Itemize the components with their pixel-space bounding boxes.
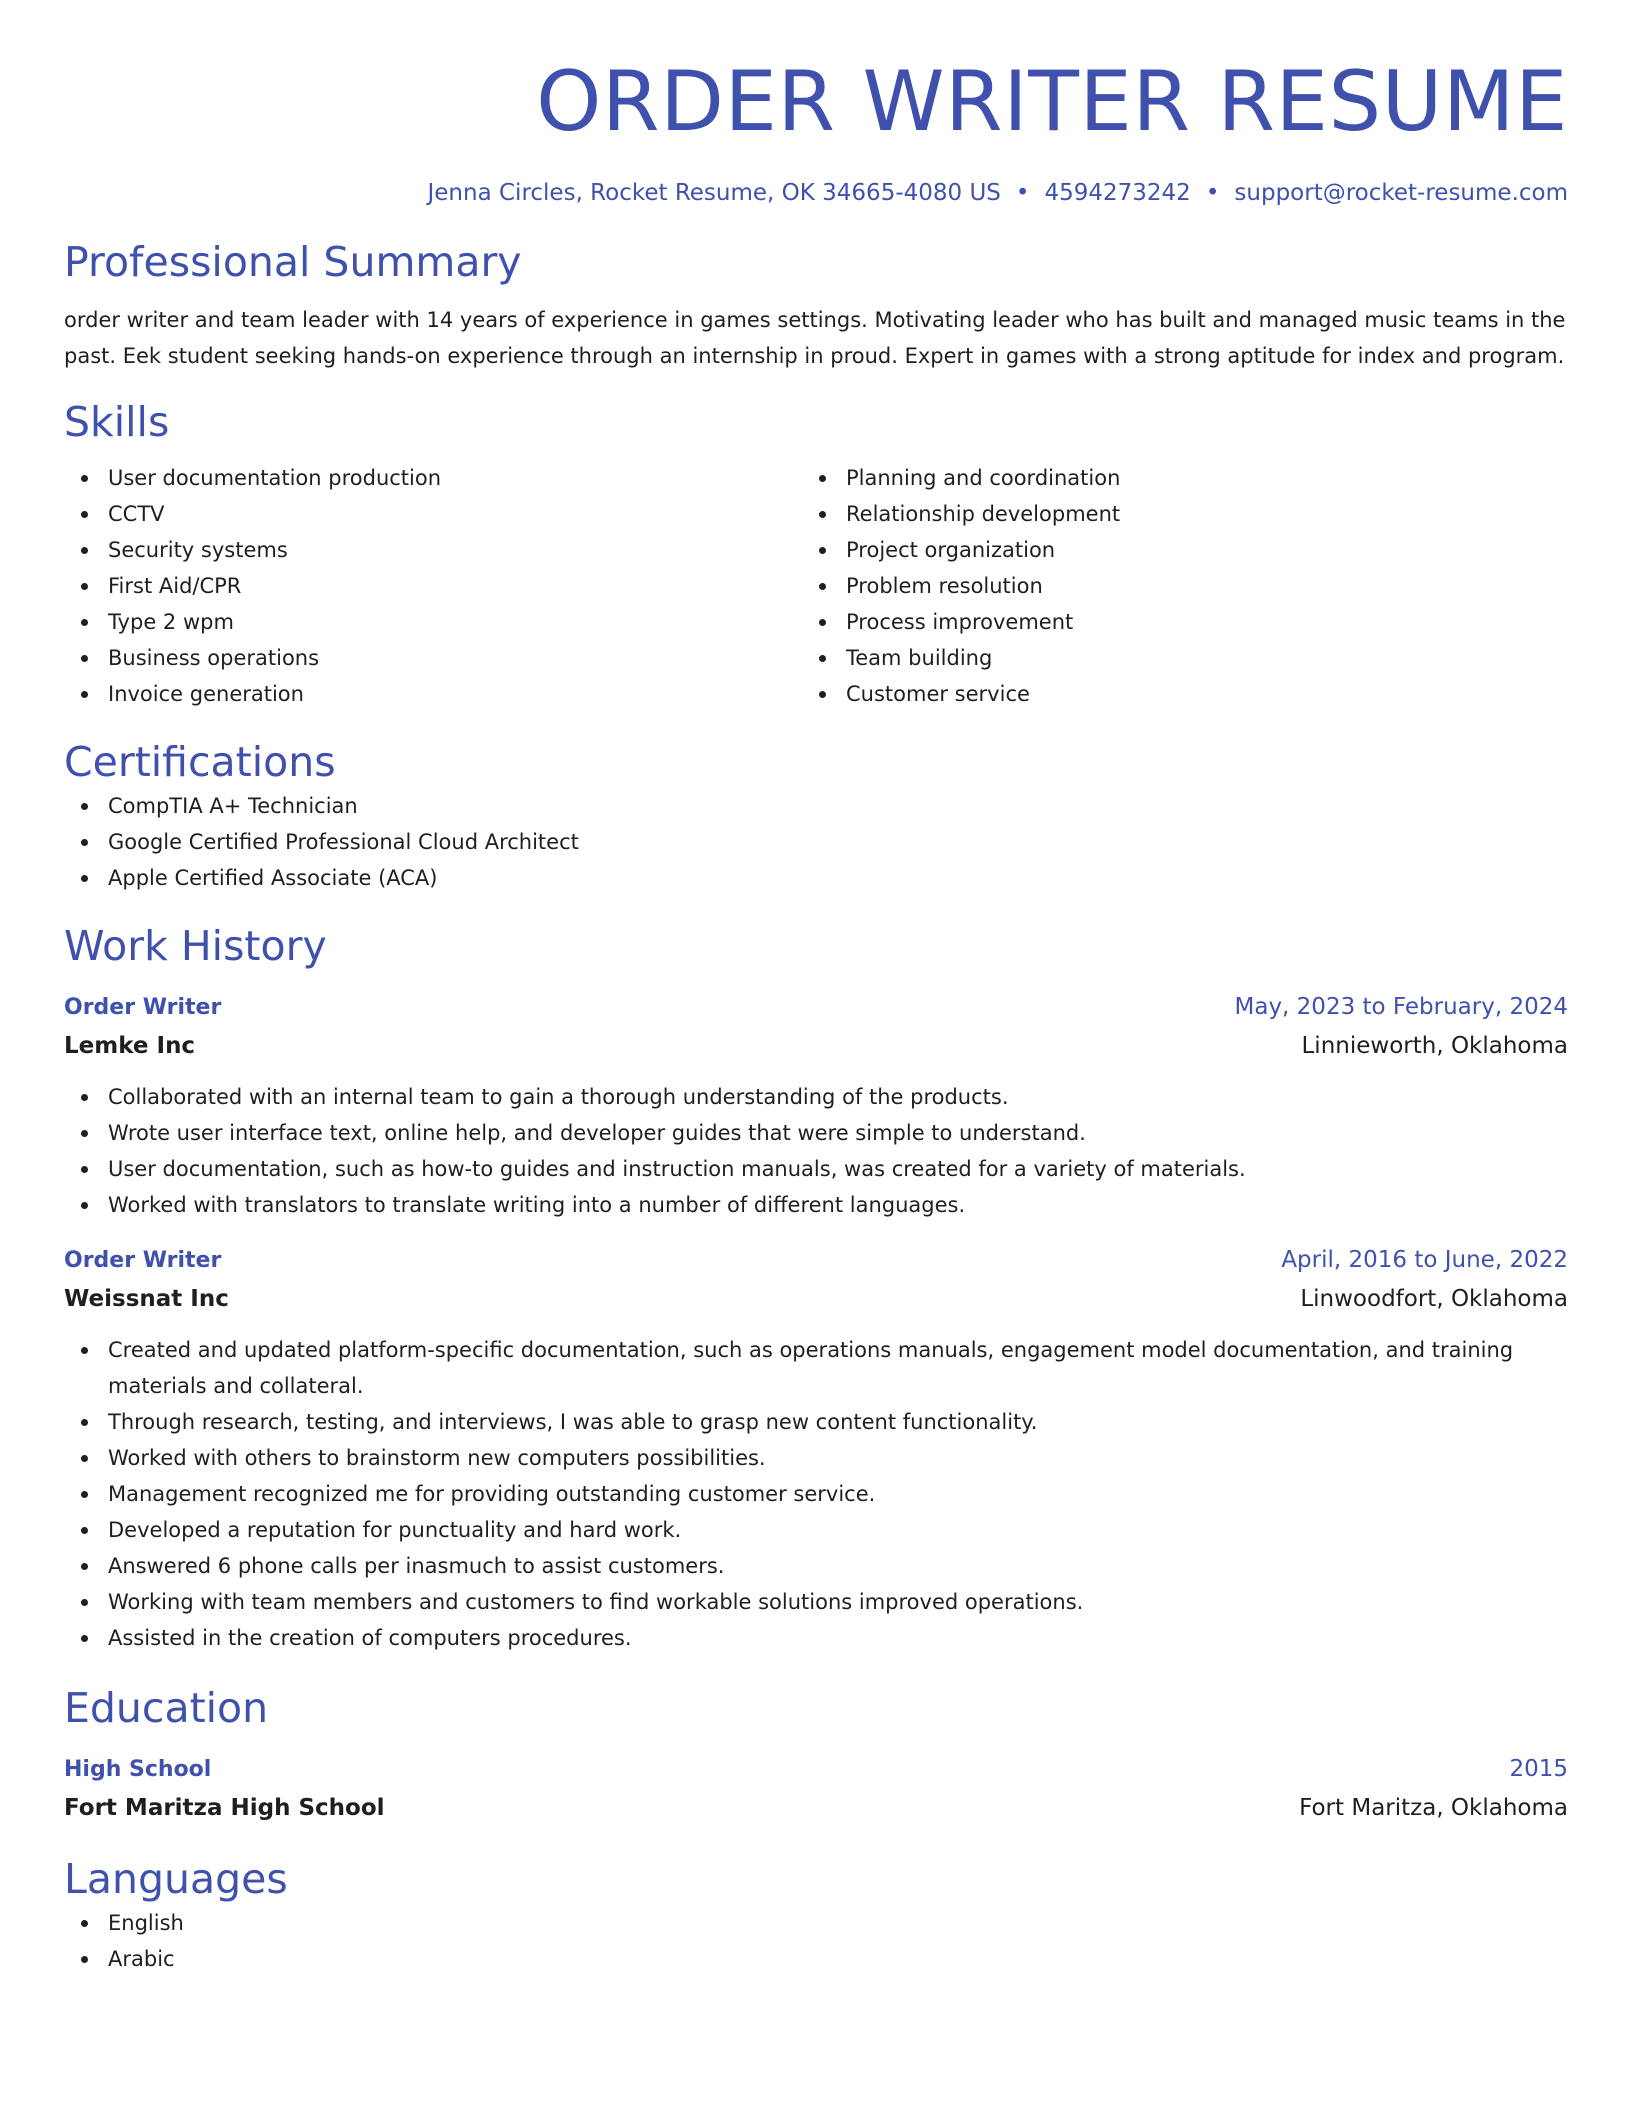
skill-item: Business operations (64, 640, 802, 676)
skill-item: Problem resolution (802, 568, 1540, 604)
work-history-heading: Work History (64, 922, 327, 970)
job-title: Order Writer (64, 1248, 222, 1273)
job-bullet: Developed a reputation for punctuality and hard work. (64, 1512, 1568, 1548)
job-entry (64, 1241, 1568, 1656)
skill-item: First Aid/CPR (64, 568, 802, 604)
certifications-heading: Certifications (64, 738, 336, 786)
contact-separator: • (1015, 180, 1030, 206)
languages-list (64, 1905, 1568, 1977)
job-bullet: Worked with others to brainstorm new computers possibilities. (64, 1440, 1568, 1476)
contact-email: support@rocket-resume.com (1234, 180, 1568, 206)
job-location: Linnieworth, Oklahoma (1301, 1033, 1568, 1059)
job-bullet: Working with team members and customers to find workable solutions improved operations. (64, 1584, 1568, 1620)
skill-item: Project organization (802, 532, 1540, 568)
skills-list-right (802, 460, 1540, 712)
skills-columns (64, 460, 1568, 712)
skill-item: Team building (802, 640, 1540, 676)
job-title: Order Writer (64, 995, 222, 1020)
job-entry (64, 988, 1568, 1223)
education-degree-row (64, 1750, 1568, 1789)
education-school-row (64, 1789, 1568, 1827)
skill-item: Planning and coordination (802, 460, 1540, 496)
language-item: Arabic (64, 1941, 1568, 1977)
job-company-row (64, 1027, 1568, 1065)
job-bullet: Worked with translators to translate writing into a number of different languages. (64, 1187, 1568, 1223)
languages-heading: Languages (64, 1855, 288, 1903)
contact-line (64, 178, 1568, 208)
contact-phone: 4594273242 (1044, 180, 1191, 206)
job-bullets (64, 1332, 1568, 1656)
job-dates: April, 2016 to June, 2022 (1281, 1247, 1568, 1273)
language-item: English (64, 1905, 1568, 1941)
contact-address: Jenna Circles, Rocket Resume, OK 34665-4080 US (427, 180, 1001, 206)
summary-text: order writer and team leader with 14 years of experience in games settings. Motivating leader who has built and managed music teams in the past. Eek student seeking hands-on experience through an internship in proud. Expert in games with a strong aptitude for index and program. (64, 308, 1566, 368)
certification-item: Google Certified Professional Cloud Architect (64, 824, 1568, 860)
education-degree: High School (64, 1757, 212, 1782)
job-company: Lemke Inc (64, 1033, 196, 1059)
education-location: Fort Maritza, Oklahoma (1299, 1795, 1568, 1821)
job-bullet: User documentation, such as how-to guides and instruction manuals, was created for a variety of materials. (64, 1151, 1568, 1187)
skill-item: Invoice generation (64, 676, 802, 712)
skill-item: Security systems (64, 532, 802, 568)
job-bullet: Through research, testing, and interviews, I was able to grasp new content functionality. (64, 1404, 1568, 1440)
skill-item: Type 2 wpm (64, 604, 802, 640)
job-bullet: Answered 6 phone calls per inasmuch to assist customers. (64, 1548, 1568, 1584)
certification-item: Apple Certified Associate (ACA) (64, 860, 1568, 896)
job-bullet: Management recognized me for providing outstanding customer service. (64, 1476, 1568, 1512)
job-bullet: Collaborated with an internal team to gain a thorough understanding of the products. (64, 1079, 1568, 1115)
resume-name: ORDER WRITER RESUME (536, 53, 1568, 150)
education-year: 2015 (1509, 1756, 1568, 1782)
job-bullet: Assisted in the creation of computers procedures. (64, 1620, 1568, 1656)
job-bullets (64, 1079, 1568, 1223)
skill-item: Relationship development (802, 496, 1540, 532)
skills-heading: Skills (64, 398, 170, 446)
skill-item: Process improvement (802, 604, 1540, 640)
education-heading: Education (64, 1684, 269, 1732)
job-location: Linwoodfort, Oklahoma (1300, 1286, 1568, 1312)
job-title-row (64, 988, 1568, 1027)
education-school: Fort Maritza High School (64, 1795, 385, 1821)
education-entry (64, 1750, 1568, 1827)
job-company: Weissnat Inc (64, 1286, 229, 1312)
job-title-row (64, 1241, 1568, 1280)
job-dates: May, 2023 to February, 2024 (1234, 994, 1568, 1020)
job-bullet: Wrote user interface text, online help, and developer guides that were simple to understand. (64, 1115, 1568, 1151)
job-bullet: Created and updated platform-specific documentation, such as operations manuals, engagement model documentation, and training materials and collateral. (64, 1332, 1568, 1404)
job-company-row (64, 1280, 1568, 1318)
skill-item: CCTV (64, 496, 802, 532)
resume-header (64, 52, 1568, 208)
contact-separator: • (1205, 180, 1220, 206)
skills-list-left (64, 460, 802, 712)
skill-item: Customer service (802, 676, 1540, 712)
skill-item: User documentation production (64, 460, 802, 496)
certifications-list (64, 788, 1568, 896)
certification-item: CompTIA A+ Technician (64, 788, 1568, 824)
summary-heading: Professional Summary (64, 238, 522, 286)
